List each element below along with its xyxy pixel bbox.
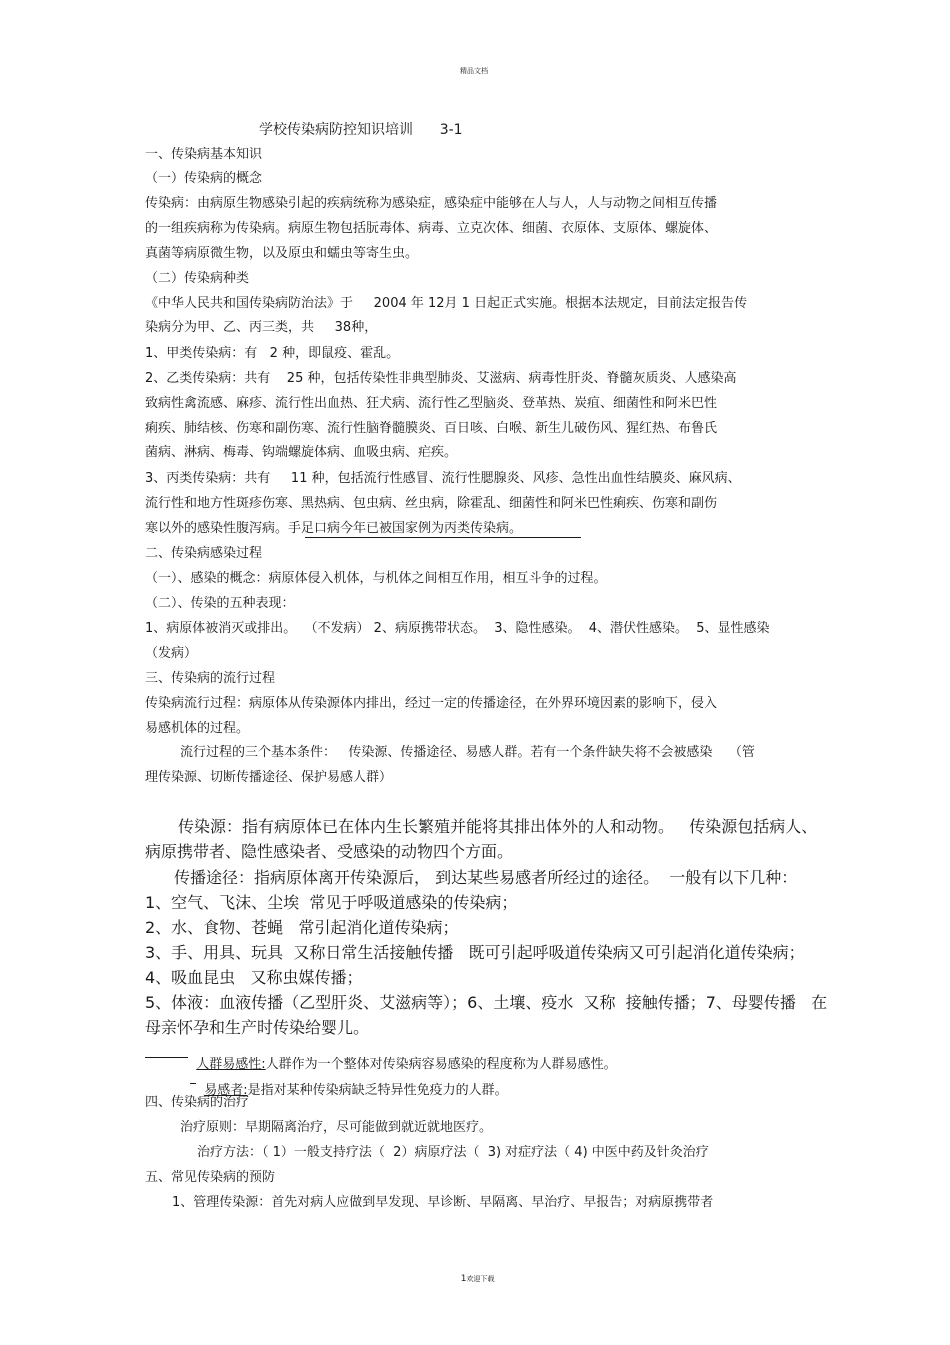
paragraph-line: 流行性和地方性斑疹伤寒、黑热病、包虫病、丝虫病，除霍乱、细菌性和阿米巴性痢疾、伤寒和副伤 (145, 496, 718, 511)
paragraph-line: （发病） (145, 646, 198, 661)
paragraph-line: 治疗原则：早期隔离治疗，尽可能做到就近就地医疗。 (180, 1120, 493, 1135)
paragraph-line: 1、管理传染源：首先对病人应做到早发现、早诊断、早隔离、早治疗、早报告；对病原携带者 (172, 1195, 714, 1210)
definition-term: 易感者: (204, 1083, 248, 1098)
page-footer (455, 1266, 494, 1284)
paragraph-line: 1、病原体被消灭或排出。 （不发病） 2、病原携带状态。 3、隐性感染。 4、潜伏性感染。 5、显性感染 (145, 621, 770, 636)
section-heading: 五、常见传染病的预防 (145, 1170, 276, 1185)
paragraph-line: 真菌等病原微生物，以及原虫和蠕虫等寄生虫。 (145, 246, 419, 261)
paragraph-line: 理传染源、切断传播途径、保护易感人群） (145, 770, 393, 785)
paragraph-line: 3、丙类传染病：共有 11 种，包括流行性感冒、流行性腮腺炎、风疹、急性出血性结膜炎、麻风病、 (145, 471, 741, 486)
section-heading: 四、传染病的治疗 (145, 1095, 250, 1110)
paragraph-line-large: 传播途径：指病原体离开传染源后， 到达某些易感者所经过的途径。 一般有以下几种： (174, 868, 798, 887)
paragraph-line-large: 1、空气、飞沫、尘埃 常见于呼吸道感染的传染病； (145, 893, 518, 912)
paragraph-line: 2、乙类传染病：共有 25 种，包括传染性非典型肺炎、艾滋病、病毒性肝炎、脊髓灰质炎、人感染高 (145, 371, 737, 386)
paragraph-line-large: 3、手、用具、玩具 又称日常生活接触传播 既可引起呼吸道传染病又可引起消化道传染病； (145, 943, 805, 962)
paragraph-line: 染病分为甲、乙、丙三类，共 38种， (145, 320, 378, 335)
page-number: 1 (460, 1274, 467, 1284)
paragraph-line: 治疗方法：（ 1）一般支持疗法（ 2）病原疗法（ 3) 对症疗法（ 4) 中医中药及针灸治疗 (197, 1145, 709, 1160)
footer-text: 欢迎下载 (466, 1275, 495, 1283)
section-heading: 一、传染病基本知识 (145, 147, 263, 162)
definition-line (196, 1071, 508, 1097)
definition-text: 人群作为一个整体对传染病容易感染的程度称为人群易感性。 (265, 1057, 617, 1072)
paragraph-line: 《中华人民共和国传染病防治法》于 2004 年 12月 1 日起正式实施。根据本法规定，目前法定报告传 (145, 296, 748, 311)
paragraph-line: 1、甲类传染病：有 2 种，即鼠疫、霍乱。 (145, 346, 400, 361)
definition-line (188, 1045, 617, 1071)
paragraph-line: 传染病流行过程：病原体从传染源体内排出，经过一定的传播途径，在外界环境因素的影响下，侵入 (145, 696, 718, 711)
definition-term: 人群易感性: (196, 1057, 266, 1072)
paragraph-line-large: 5、体液：血液传播（乙型肝炎、艾滋病等）；6、土壤、疫水 又称 接触传播；7、母婴传播 在 (145, 993, 828, 1012)
paragraph-line: 致病性禽流感、麻疹、流行性出血热、狂犬病、流行性乙型脑炎、登革热、炭疽、细菌性和阿米巴性 (145, 396, 718, 411)
paragraph-line: （二）、传染的五种表现： (145, 596, 295, 611)
paragraph-line: 的一组疾病称为传染病。病原生物包括朊毒体、病毒、立克次体、细菌、衣原体、支原体、螺旋体、 (145, 221, 718, 236)
subsection-heading: （一）传染病的概念 (145, 171, 263, 186)
section-heading: 三、传染病的流行过程 (145, 671, 276, 686)
paragraph-line-large: 病原携带者、隐性感染者、受感染的动物四个方面。 (145, 842, 514, 861)
document-title: 学校传染病防控知识培训 3-1 (259, 122, 463, 138)
underline-rule (305, 537, 581, 538)
paragraph-line: 痢疾、肺结核、伤寒和副伤寒、流行性脑脊髓膜炎、百日咳、白喉、新生儿破伤风、猩红热、布鲁氏 (145, 421, 718, 436)
paragraph-line-large: 传染源：指有病原体已在体内生长繁殖并能将其排出体外的人和动物。 传染源包括病人、 (178, 817, 818, 836)
paragraph-line: 流行过程的三个基本条件： 传染源、传播途径、易感人群。若有一个条件缺失将不会被感染 （管 (180, 745, 755, 760)
section-heading: 二、传染病感染过程 (145, 546, 263, 561)
paragraph-line: 易感机体的过程。 (145, 721, 250, 736)
paragraph-line-large: 2、水、食物、苍蝇 常引起消化道传染病； (145, 918, 459, 937)
page-header: 精品文档 (460, 67, 488, 75)
paragraph-line: （一）、感染的概念：病原体侵入机体，与机体之间相互作用，相互斗争的过程。 (145, 571, 607, 586)
paragraph-line: 寒以外的感染性腹泻病。手足口病今年已被国家例为丙类传染病。 (145, 521, 523, 536)
paragraph-line-large: 4、吸血昆虫 又称虫媒传播； (145, 968, 363, 987)
paragraph-line: 菌病、淋病、梅毒、钩端螺旋体病、血吸虫病、疟疾。 (145, 445, 458, 460)
paragraph-line-large: 母亲怀孕和生产时传染给婴儿。 (145, 1018, 370, 1037)
paragraph-line: 传染病：由病原生物感染引起的疾病统称为感染症，感染症中能够在人与人，人与动物之间相互传播 (145, 196, 718, 211)
definition-text: 是指对某种传染病缺乏特异性免疫力的人群。 (247, 1083, 508, 1098)
underline-rule (145, 1057, 188, 1058)
subsection-heading: （二）传染病种类 (145, 271, 250, 286)
